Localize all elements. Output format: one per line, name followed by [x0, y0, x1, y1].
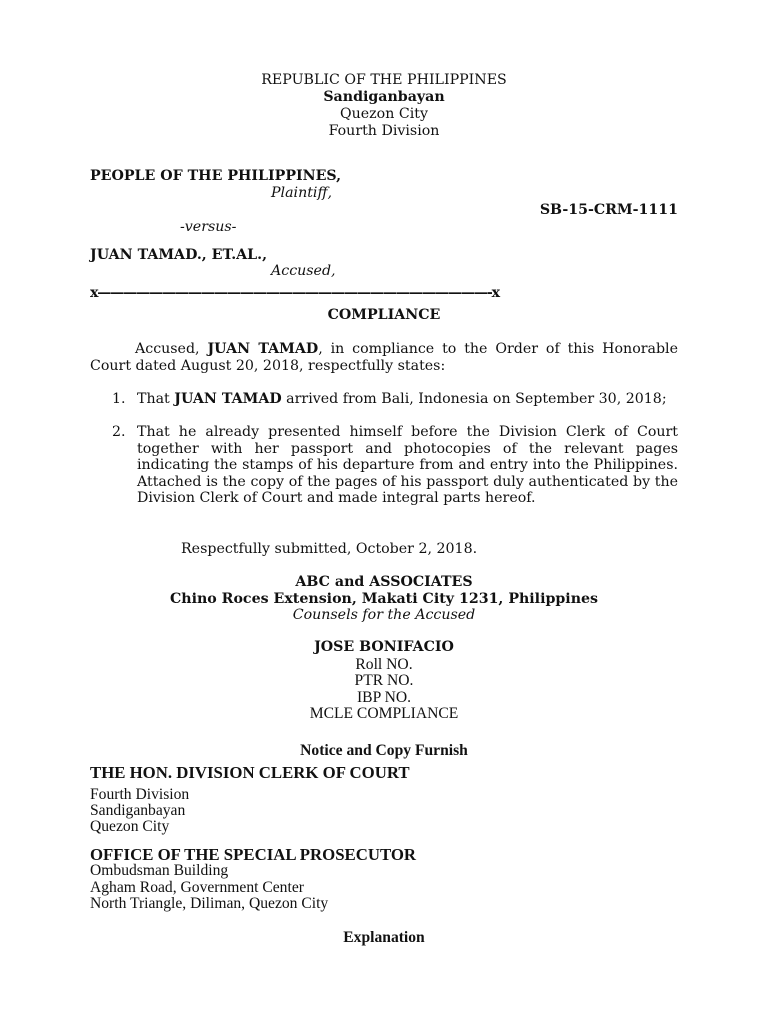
case-number: SB-15-CRM-1111	[539, 202, 678, 218]
law-firm-address: Chino Roces Extension, Makati City 1231, Philippines	[169, 591, 599, 607]
intro-lead: Accused,	[135, 341, 208, 357]
law-firm-name: ABC and ASSOCIATES	[295, 574, 473, 590]
recipient-address-line: Ombudsman Building	[90, 862, 229, 879]
recipient-name: THE HON. DIVISION CLERK OF COURT	[90, 763, 410, 782]
list-item-number: 2.	[112, 424, 126, 440]
ibp-number-label: IBP NO.	[356, 689, 411, 706]
notice-heading: Notice and Copy Furnish	[300, 742, 468, 759]
item-accused-name: JUAN TAMAD	[174, 391, 282, 407]
submission-line: Respectfully submitted, October 2, 2018.	[181, 541, 478, 557]
signatory-name: JOSE BONIFACIO	[314, 639, 454, 655]
versus-label: -versus-	[180, 219, 237, 235]
court-division: Fourth Division	[328, 123, 440, 139]
republic-heading: REPUBLIC OF THE PHILIPPINES	[261, 72, 507, 88]
recipient-address-line: Agham Road, Government Center	[90, 879, 304, 896]
list-item-text: That he already presented himself before the Division Clerk of Court together with her passport and photocopies of the relevant pages indicating the stamps of his departure from and entry into the Philippines. Attached is the copy of the pages of his passport duly authenticated by the Division Clerk of Court and made integral parts hereof.	[137, 424, 678, 507]
intro-accused-name: JUAN TAMAD	[207, 341, 319, 357]
counsel-role: Counsels for the Accused	[292, 607, 476, 623]
court-city: Quezon City	[340, 106, 428, 122]
intro-rest: , in compliance to the Order of this Honorable Court dated August 20, 2018, respectfully states:	[90, 341, 678, 374]
caption-separator: x——————————————————————————————-x	[90, 285, 499, 301]
recipient-address-line: North Triangle, Diliman, Quezon City	[90, 895, 329, 912]
roll-number-label: Roll NO.	[355, 656, 413, 673]
recipient-address-line: Fourth Division	[90, 786, 190, 803]
plaintiff-role: Plaintiff,	[271, 185, 333, 201]
intro-paragraph	[90, 341, 678, 375]
list-item-number: 1.	[112, 391, 126, 407]
list-item-text: That JUAN TAMAD arrived from Bali, Indonesia on September 30, 2018;	[137, 391, 667, 407]
court-name: Sandiganbayan	[323, 89, 445, 105]
recipient-address-line: Sandiganbayan	[90, 802, 186, 819]
recipient-name: OFFICE OF THE SPECIAL PROSECUTOR	[90, 845, 417, 864]
document-title: COMPLIANCE	[327, 307, 441, 323]
accused-role: Accused,	[271, 263, 336, 279]
explanation-heading: Explanation	[343, 929, 425, 946]
recipient-address-line: Quezon City	[90, 818, 170, 835]
ptr-number-label: PTR NO.	[354, 672, 414, 689]
accused-name: JUAN TAMAD., ET.AL.,	[90, 247, 268, 263]
mcle-compliance-label: MCLE COMPLIANCE	[309, 705, 459, 722]
plaintiff-name: PEOPLE OF THE PHILIPPINES,	[90, 168, 342, 184]
